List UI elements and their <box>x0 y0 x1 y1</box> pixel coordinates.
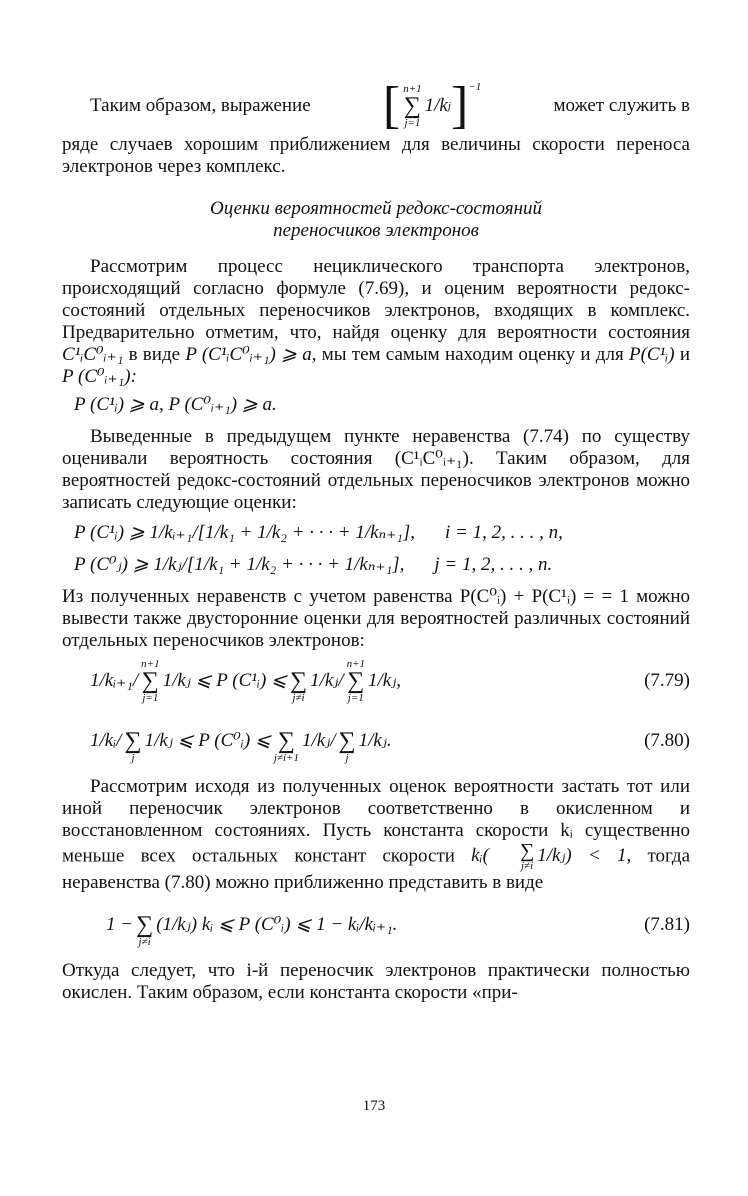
inequality-2: P (C⁰ⱼ) ⩾ 1/kⱼ/[1/k₁ + 1/k₂ + · · · + 1/kₙ₊₁], j = 1, 2, . . . , n. <box>74 554 553 575</box>
paragraph-2: Рассмотрим процесс нециклического транспорта электронов, происходящий согласно формуле (7.69), и оценим вероятности редокс-состояний отдельных переносчиков электронов, входящих в комплекс. Предварительно отметим, что, найдя оценку для вероятности состояния C¹ᵢC⁰ᵢ₊₁ в виде P (C¹ᵢC⁰ᵢ₊₁) ⩾ a, мы тем самым находим оценку и для P(C¹ᵢ) и P (C⁰ᵢ₊₁): <box>62 256 691 387</box>
inequality-1: P (C¹ᵢ) ⩾ 1/kᵢ₊₁/[1/k₁ + 1/k₂ + · · · + 1/kₙ₊₁], i = 1, 2, . . . , n, <box>74 522 563 543</box>
equation-number-7-79: (7.79) <box>644 670 690 691</box>
paragraph-1 <box>62 78 690 134</box>
equation-number-7-80: (7.80) <box>644 730 690 751</box>
paragraph-1-right: может служить в <box>553 95 690 116</box>
page-body <box>62 78 690 1004</box>
paragraph-1-left: Таким образом, выражение <box>90 95 311 116</box>
equation-7-81: 1 − ∑ j≠i (1/kⱼ) kᵢ ⩽ P (C⁰ᵢ) ⩽ 1 − kᵢ/kᵢ₊₁. (7.81) <box>106 912 690 948</box>
paragraph-6: Откуда следует, что i-й переносчик электронов практически полностью окислен. Таким образом, если константа скорости «при- <box>62 960 690 1003</box>
page-number: 173 <box>362 1098 386 1114</box>
section-heading-line-1: Оценки вероятностей редокс-состояний <box>209 198 543 219</box>
inequality-pair: P (C¹ᵢ) ⩾ a, P (C⁰ᵢ₊₁) ⩾ a. <box>74 394 277 415</box>
paragraph-3: Выведенные в предыдущем пункте неравенства (7.74) по существу оценивали вероятность состояния (C¹ᵢC⁰ᵢ₊₁). Таким образом, для вероятностей редокс-состояний отдельных переносчиков электронов можно записать следующие оценки: <box>62 426 690 513</box>
equation-number-7-81: (7.81) <box>644 914 690 935</box>
equation-7-80: 1/kᵢ/ ∑ j 1/kⱼ ⩽ P (C⁰ᵢ) ⩽ ∑ j≠i+1 1/kⱼ/ ∑ j 1/kⱼ. (7.80) <box>90 728 690 764</box>
paragraph-1-continuation: ряде случаев хорошим приближением для величины скорости переноса электронов через комплекс. <box>62 134 690 177</box>
equation-7-79: 1/kᵢ₊₁/ n+1 ∑ j=1 1/kⱼ ⩽ P (C¹ᵢ) ⩽ ∑ j≠i 1/kⱼ/ n+1 ∑ j=1 1/kⱼ, (7.79) <box>90 658 690 704</box>
section-heading-line-2: переносчиков электронов <box>273 220 479 241</box>
paragraph-4: Из полученных неравенств с учетом равенства P(C⁰ᵢ) + P(C¹ᵢ) = = 1 можно вывести также двусторонние оценки для вероятностей различных состояний отдельных переносчиков электронов: <box>62 586 690 651</box>
paragraph-5: Рассмотрим исходя из полученных оценок вероятности застать тот или иной переносчик электронов соответственно в окисленном и восстановленном состояниях. Пусть константа скорости kᵢ существенно меньше всех остальных констант скорости kᵢ( ∑ j≠i 1/kⱼ) < 1, тогда неравенства (7.80) можно приближенно представить в виде <box>62 776 690 893</box>
bracket-expression: [ n+1 ∑ j=1 1/k j ] $^{-1}$ <box>382 77 482 134</box>
